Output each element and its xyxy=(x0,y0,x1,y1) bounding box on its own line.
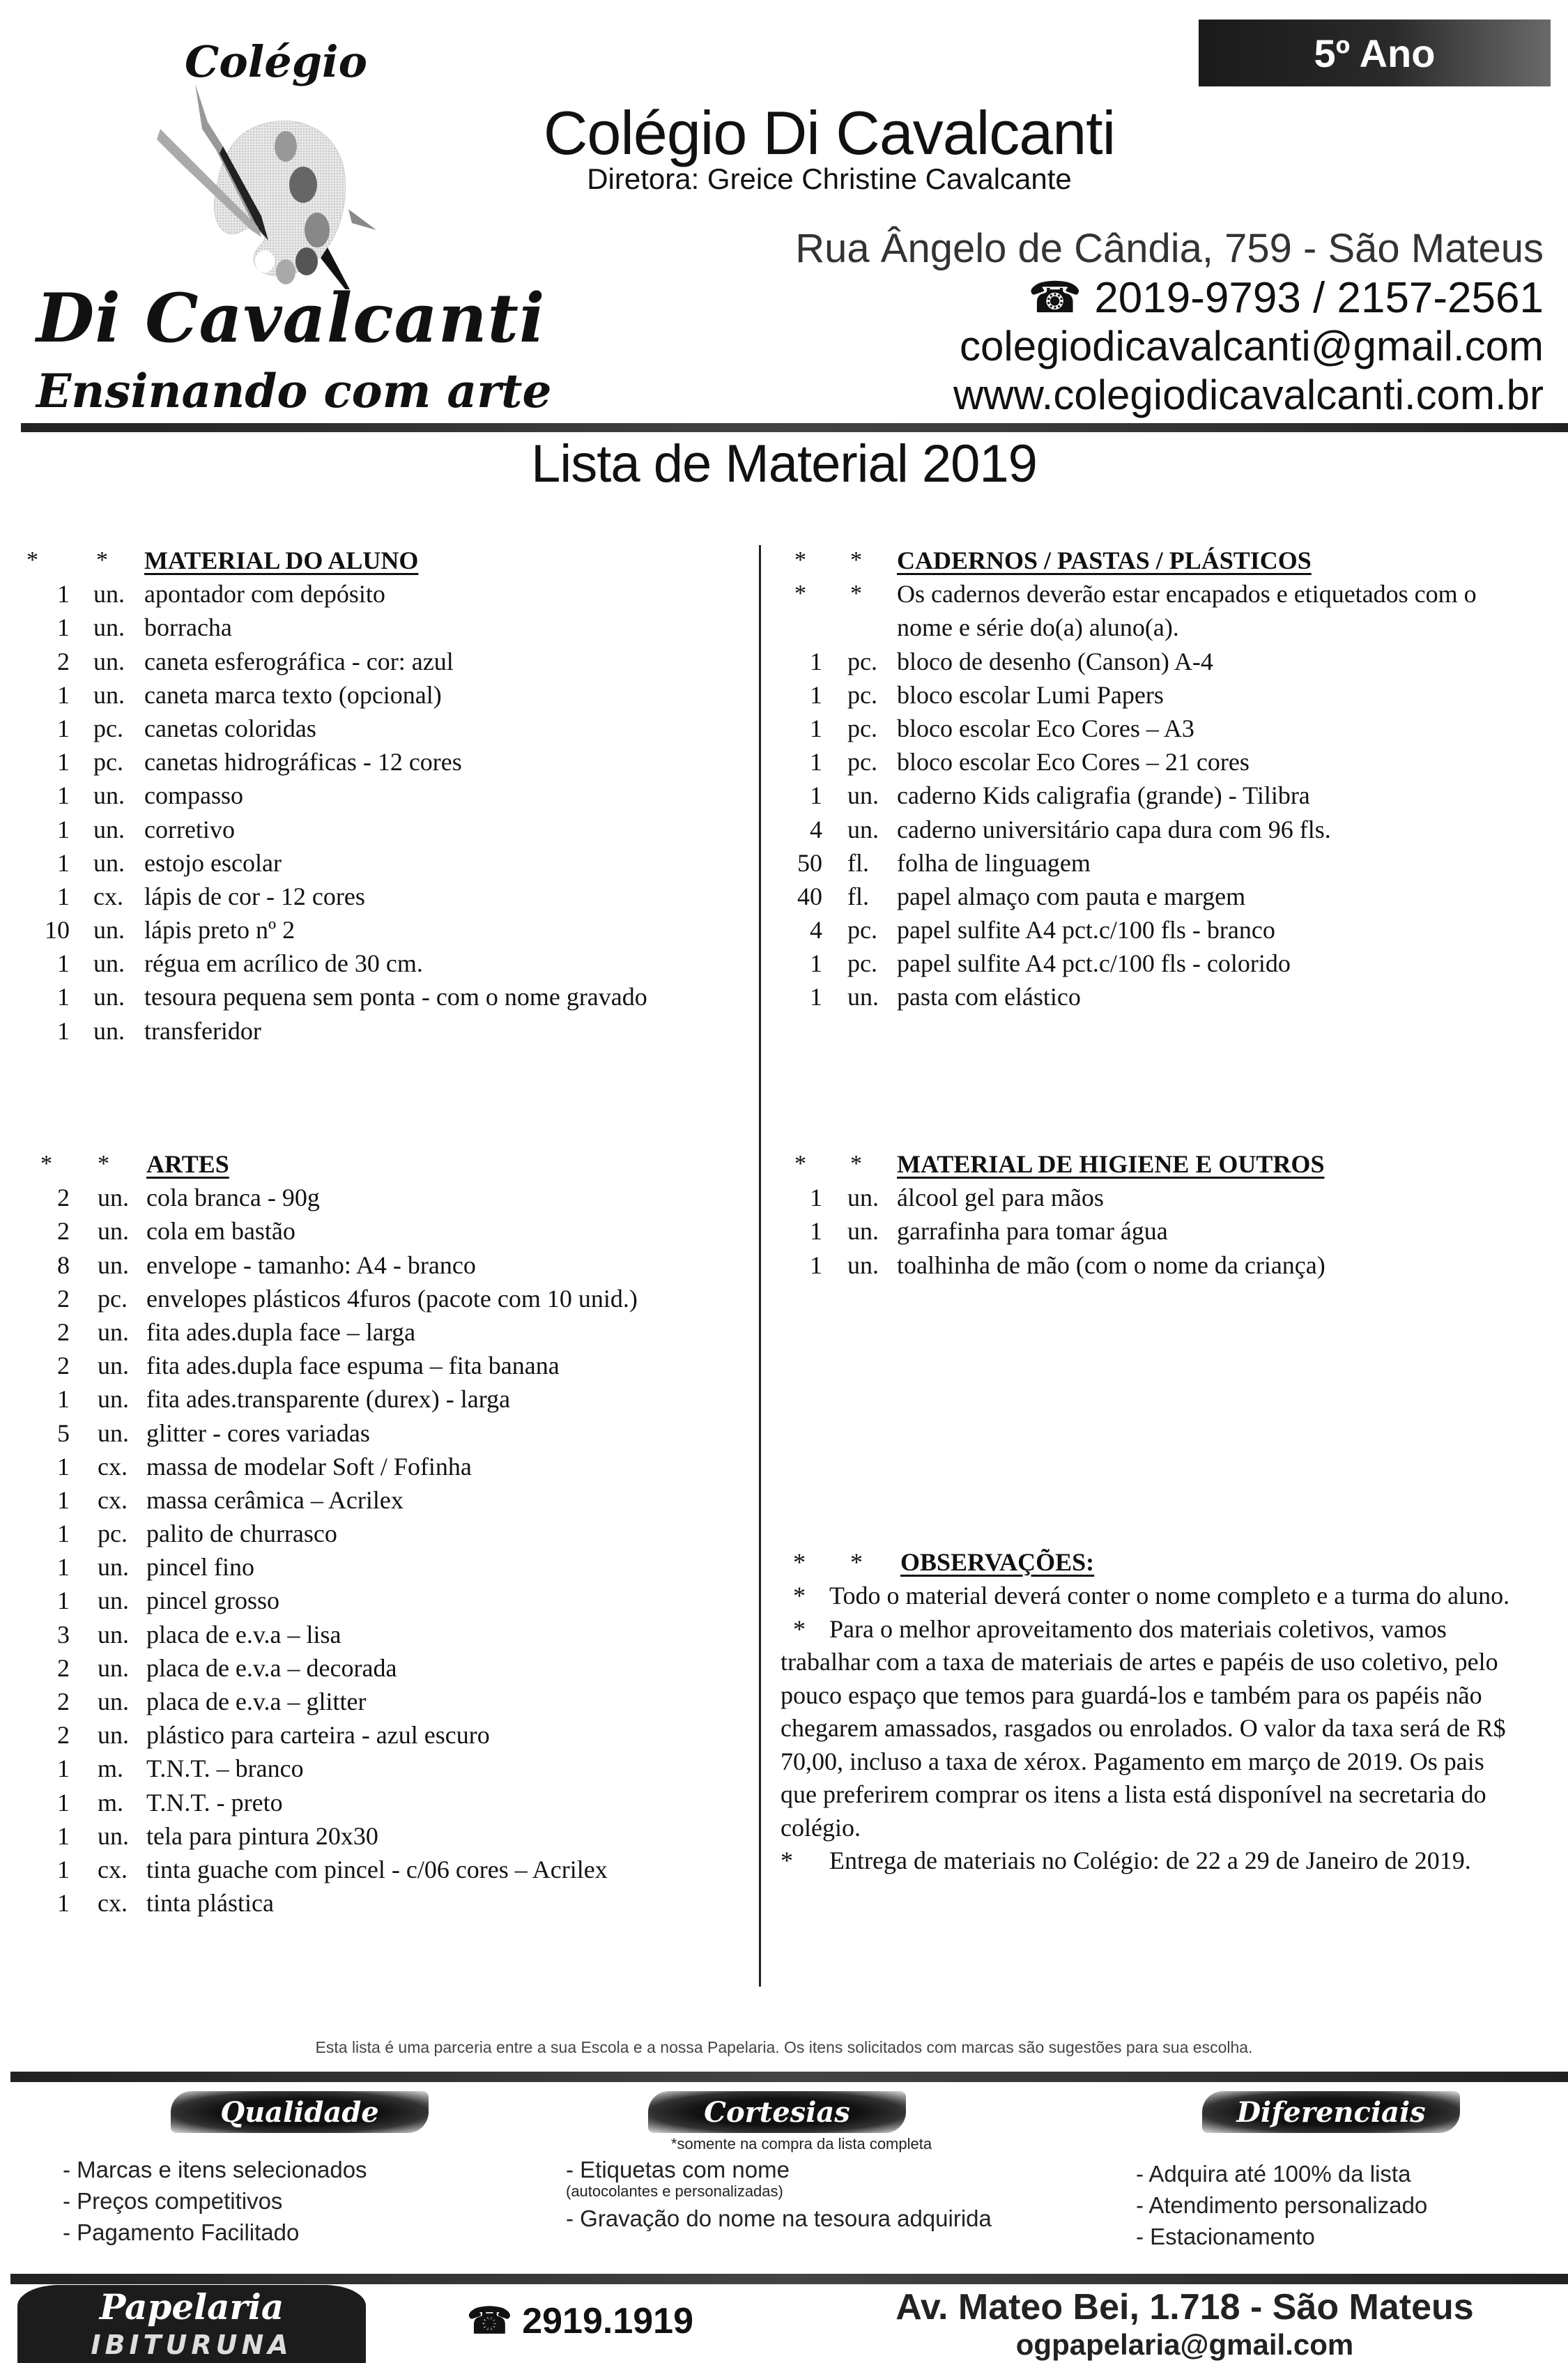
item-description: compasso xyxy=(144,781,243,810)
item-description: T.N.T. – branco xyxy=(146,1754,304,1783)
item-unit: un. xyxy=(847,1217,879,1246)
item-unit: pc. xyxy=(847,949,877,978)
item-description: apontador com depósito xyxy=(144,580,385,609)
list-item xyxy=(0,913,756,947)
section-higiene xyxy=(767,1147,1568,1282)
item-quantity: 1 xyxy=(810,983,822,1011)
list-item xyxy=(0,1685,756,1718)
bullet-star: * xyxy=(850,547,862,573)
item-description: tinta guache com pincel - c/06 cores – Acrilex xyxy=(146,1855,608,1883)
item-description: massa de modelar Soft / Fofinha xyxy=(146,1452,472,1481)
item-unit: un. xyxy=(93,983,125,1011)
item-quantity: 1 xyxy=(810,1217,822,1246)
list-item xyxy=(0,1181,756,1214)
item-description: fita ades.transparente (durex) - larga xyxy=(146,1385,511,1414)
bullet-star: * xyxy=(794,547,806,573)
item-description: cola em bastão xyxy=(146,1217,295,1246)
item-description: tinta plástica xyxy=(146,1889,274,1918)
list-item xyxy=(0,1786,756,1819)
item-quantity: 2 xyxy=(57,1284,70,1313)
item-unit: pc. xyxy=(93,748,123,777)
item-quantity: 1 xyxy=(810,680,822,709)
item-unit: un. xyxy=(98,1251,129,1279)
list-item xyxy=(767,712,1568,745)
section-heading: ARTES xyxy=(146,1150,229,1178)
item-description: papel sulfite A4 pct.c/100 fls - branco xyxy=(897,916,1275,945)
item-quantity: 1 xyxy=(57,949,70,978)
list-item xyxy=(0,678,756,712)
item-description: bloco escolar Lumi Papers xyxy=(897,680,1164,709)
item-description: pasta com elástico xyxy=(897,983,1081,1011)
cortesias-note: *somente na compra da lista completa xyxy=(670,2135,932,2152)
item-quantity: 8 xyxy=(57,1251,70,1279)
item-quantity: 1 xyxy=(57,848,70,877)
list-item xyxy=(0,1752,756,1785)
item-description: folha de linguagem xyxy=(897,848,1091,877)
store-email: ogpapelaria@gmail.com xyxy=(1015,2328,1354,2361)
item-description: fita ades.dupla face – larga xyxy=(146,1317,416,1346)
section-material-aluno xyxy=(0,544,756,1048)
item-description: T.N.T. - preto xyxy=(146,1788,283,1817)
item-unit: un. xyxy=(98,1688,129,1715)
column-divider xyxy=(759,545,761,1987)
list-diferenciais xyxy=(1136,2158,1427,2252)
telephone-icon: ☎ xyxy=(467,2301,523,2341)
item-quantity: 1 xyxy=(57,680,70,709)
badge-qualidade: Qualidade xyxy=(171,2091,429,2133)
item-unit: pc. xyxy=(847,714,877,742)
bullet-star: * xyxy=(794,581,806,607)
list-item xyxy=(0,611,756,644)
list-item xyxy=(0,813,756,846)
list-item xyxy=(0,1315,756,1349)
list-item xyxy=(0,1450,756,1483)
bullet-star: * xyxy=(850,581,862,607)
list-item xyxy=(767,779,1568,812)
bullet-star: * xyxy=(98,1151,109,1177)
item-description: lápis de cor - 12 cores xyxy=(144,882,365,910)
list-item: - Adquira até 100% da lista xyxy=(1136,2161,1411,2187)
item-unit: m. xyxy=(98,1754,124,1783)
item-quantity: 2 xyxy=(57,1217,70,1246)
list-item xyxy=(0,1550,756,1584)
item-description: caneta marca texto (opcional) xyxy=(144,680,442,709)
item-unit: un. xyxy=(98,1821,129,1850)
item-quantity: 1 xyxy=(810,748,822,777)
section-note: Os cadernos deverão estar encapados e etiquetados com o nome e série do(a) aluno(a). xyxy=(897,580,1477,642)
store-phone xyxy=(467,2300,693,2342)
item-description: papel sulfite A4 pct.c/100 fls - colorido xyxy=(897,949,1291,978)
bullet-star: * xyxy=(850,1151,862,1177)
item-description: canetas hidrográficas - 12 cores xyxy=(144,748,462,777)
item-description: papel almaço com pauta e margem xyxy=(897,882,1246,910)
observation-paragraph xyxy=(781,1613,1519,1845)
section-heading: CADERNOS / PASTAS / PLÁSTICOS xyxy=(897,546,1312,574)
item-unit: un. xyxy=(93,1016,125,1045)
list-item xyxy=(767,813,1568,846)
list-item xyxy=(0,1651,756,1685)
item-description: bloco de desenho (Canson) A-4 xyxy=(897,647,1213,675)
header-divider xyxy=(21,423,1568,432)
bullet-star: * xyxy=(26,547,38,573)
item-unit: pc. xyxy=(847,647,877,675)
item-unit: un. xyxy=(98,1418,129,1447)
item-unit: un. xyxy=(847,983,879,1011)
item-description: borracha xyxy=(144,613,232,642)
list-item: - Gravação do nome na tesoura adquirida xyxy=(566,2205,992,2231)
item-quantity: 5 xyxy=(57,1418,70,1447)
item-unit: cx. xyxy=(98,1889,128,1918)
store-phone-number: 2919.1919 xyxy=(522,2301,694,2341)
school-email: colegiodicavalcanti@gmail.com xyxy=(960,323,1544,369)
item-unit: un. xyxy=(847,781,879,810)
store-name: Papelaria xyxy=(99,2286,284,2327)
item-unit: pc. xyxy=(93,714,123,742)
footer-divider xyxy=(10,2072,1568,2082)
list-item xyxy=(767,1181,1568,1214)
item-quantity: 1 xyxy=(57,580,70,609)
item-unit: un. xyxy=(98,1653,129,1682)
palette-logo-icon xyxy=(118,80,411,289)
item-unit: un. xyxy=(98,1620,129,1649)
item-quantity: 1 xyxy=(57,1553,70,1582)
logo-script-name: Di Cavalcanti xyxy=(36,279,546,358)
item-description: glitter - cores variadas xyxy=(146,1418,370,1447)
list-item xyxy=(0,1483,756,1517)
item-description: placa de e.v.a – lisa xyxy=(146,1620,341,1649)
item-quantity: 1 xyxy=(57,983,70,1011)
section-heading-row xyxy=(767,1147,1568,1181)
bullet-star: * xyxy=(96,547,108,573)
item-unit: un. xyxy=(98,1586,129,1615)
section-artes xyxy=(0,1147,756,1920)
bullet-star: * xyxy=(793,1548,806,1576)
list-item-subtext: (autocolantes e personalizadas) xyxy=(566,2182,783,2200)
school-name: Colégio Di Cavalcanti xyxy=(543,98,1116,167)
item-quantity: 10 xyxy=(45,916,70,945)
item-unit: un. xyxy=(98,1385,129,1414)
item-description: caderno Kids caligrafia (grande) - Tilibra xyxy=(897,781,1310,810)
item-unit: un. xyxy=(93,916,125,945)
item-description: envelope - tamanho: A4 - branco xyxy=(146,1251,476,1279)
item-quantity: 4 xyxy=(810,815,822,843)
list-item xyxy=(0,1382,756,1416)
list-item: - Preços competitivos xyxy=(63,2188,283,2214)
list-item xyxy=(767,1248,1568,1282)
item-unit: pc. xyxy=(98,1520,128,1548)
item-quantity: 1 xyxy=(57,781,70,810)
item-description: pincel fino xyxy=(146,1553,254,1582)
list-item xyxy=(767,947,1568,980)
item-quantity: 1 xyxy=(57,1016,70,1045)
item-quantity: 4 xyxy=(810,916,822,945)
item-quantity: 1 xyxy=(810,781,822,810)
observation-text: Todo o material deverá conter o nome completo e a turma do aluno. xyxy=(829,1582,1510,1609)
badge-diferenciais: Diferenciais xyxy=(1202,2091,1460,2133)
item-description: canetas coloridas xyxy=(144,714,316,742)
item-unit: un. xyxy=(93,680,125,709)
list-item xyxy=(0,1282,756,1315)
item-quantity: 2 xyxy=(57,1352,70,1380)
list-item xyxy=(0,947,756,980)
item-unit: pc. xyxy=(847,748,877,777)
item-unit: pc. xyxy=(847,680,877,709)
item-description: bloco escolar Eco Cores – A3 xyxy=(897,714,1194,742)
item-description: caderno universitário capa dura com 96 fls. xyxy=(897,815,1331,843)
item-unit: un. xyxy=(93,613,125,642)
list-item xyxy=(0,1014,756,1048)
item-description: álcool gel para mãos xyxy=(897,1184,1104,1212)
item-unit: un. xyxy=(93,949,125,978)
section-heading-row xyxy=(781,1546,1519,1580)
item-description: fita ades.dupla face espuma – fita banana xyxy=(146,1352,560,1380)
list-item xyxy=(0,1584,756,1617)
item-description: cola branca - 90g xyxy=(146,1184,320,1212)
item-unit: un. xyxy=(98,1352,129,1380)
item-description: estojo escolar xyxy=(144,848,282,877)
badge-cortesias: Cortesias xyxy=(648,2091,906,2133)
bullet-star: * xyxy=(794,1151,806,1177)
list-item xyxy=(767,846,1568,880)
item-quantity: 1 xyxy=(57,613,70,642)
item-quantity: 1 xyxy=(57,1889,70,1918)
item-description: caneta esferográfica - cor: azul xyxy=(144,647,454,675)
list-item: - Marcas e itens selecionados xyxy=(63,2157,367,2182)
school-address: Rua Ângelo de Cândia, 759 - São Mateus xyxy=(795,226,1544,271)
item-quantity: 50 xyxy=(797,848,822,877)
item-quantity: 1 xyxy=(57,1855,70,1883)
item-unit: un. xyxy=(93,848,125,877)
store-logo xyxy=(17,2285,366,2363)
bullet-star: * xyxy=(793,1582,806,1609)
item-quantity: 1 xyxy=(57,1754,70,1783)
item-quantity: 2 xyxy=(57,1184,70,1212)
bullet-star: * xyxy=(850,1548,863,1576)
list-item xyxy=(0,1819,756,1853)
item-unit: fl. xyxy=(847,882,869,910)
list-item: - Estacionamento xyxy=(1136,2224,1315,2249)
item-unit: un. xyxy=(98,1721,129,1750)
item-unit: m. xyxy=(98,1788,124,1817)
list-item: - Etiquetas com nome xyxy=(566,2157,790,2182)
school-website: www.colegiodicavalcanti.com.br xyxy=(953,372,1544,418)
list-item xyxy=(767,645,1568,678)
logo-script-colegio: Colégio xyxy=(185,36,367,87)
item-unit: un. xyxy=(847,1251,879,1279)
item-description: bloco escolar Eco Cores – 21 cores xyxy=(897,748,1250,777)
item-description: massa cerâmica – Acrilex xyxy=(146,1485,403,1514)
item-quantity: 1 xyxy=(57,815,70,843)
item-unit: un. xyxy=(98,1184,129,1212)
item-unit: un. xyxy=(93,580,125,609)
list-item xyxy=(767,745,1568,779)
item-unit: un. xyxy=(847,1184,879,1212)
footer-divider xyxy=(10,2274,1568,2284)
bullet-star: * xyxy=(40,1151,52,1177)
list-item xyxy=(0,1853,756,1886)
section-heading: MATERIAL DE HIGIENE E OUTROS xyxy=(897,1150,1325,1178)
item-unit: cx. xyxy=(98,1452,128,1481)
list-item xyxy=(0,712,756,745)
item-quantity: 1 xyxy=(57,1520,70,1548)
item-description: toalhinha de mão (com o nome da criança) xyxy=(897,1251,1325,1279)
list-item xyxy=(0,1517,756,1550)
item-unit: un. xyxy=(847,815,879,843)
observation-paragraph xyxy=(781,1844,1519,1878)
item-unit: un. xyxy=(93,815,125,843)
section-cadernos xyxy=(767,544,1568,1014)
list-item xyxy=(0,846,756,880)
item-description: pincel grosso xyxy=(146,1586,279,1615)
list-item: - Pagamento Facilitado xyxy=(63,2219,300,2245)
item-description: corretivo xyxy=(144,815,235,843)
item-quantity: 2 xyxy=(57,1317,70,1346)
store-subname: IBITURUNA xyxy=(91,2330,293,2360)
list-qualidade xyxy=(63,2154,367,2248)
item-quantity: 3 xyxy=(57,1620,70,1649)
director-name: Diretora: Greice Christine Cavalcante xyxy=(587,162,1072,195)
item-unit: un. xyxy=(98,1553,129,1582)
list-item xyxy=(767,980,1568,1014)
list-item: - Atendimento personalizado xyxy=(1136,2192,1428,2218)
list-item xyxy=(0,1349,756,1382)
item-quantity: 1 xyxy=(810,714,822,742)
observation-text: Entrega de materiais no Colégio: de 22 a 29 de Janeiro de 2019. xyxy=(829,1846,1471,1874)
item-quantity: 1 xyxy=(57,1788,70,1817)
item-unit: pc. xyxy=(847,916,877,945)
item-unit: cx. xyxy=(93,882,123,910)
item-unit: pc. xyxy=(98,1284,128,1313)
section-heading: MATERIAL DO ALUNO xyxy=(144,546,419,574)
list-item xyxy=(0,1718,756,1752)
item-quantity: 1 xyxy=(810,1184,822,1212)
item-unit: cx. xyxy=(98,1855,128,1883)
grade-badge: 5º Ano xyxy=(1199,20,1551,86)
list-item xyxy=(767,678,1568,712)
item-quantity: 1 xyxy=(810,1251,822,1279)
item-quantity: 1 xyxy=(57,748,70,777)
item-quantity: 1 xyxy=(57,1452,70,1481)
item-quantity: 1 xyxy=(810,949,822,978)
observation-paragraph xyxy=(781,1580,1519,1613)
item-description: garrafinha para tomar água xyxy=(897,1217,1168,1246)
list-item xyxy=(0,779,756,812)
item-unit: cx. xyxy=(98,1485,128,1514)
item-unit: fl. xyxy=(847,848,869,877)
item-description: transferidor xyxy=(144,1016,261,1045)
list-cortesias xyxy=(566,2157,992,2234)
school-phone-numbers: 2019-9793 / 2157-2561 xyxy=(1094,274,1544,322)
list-item xyxy=(0,1248,756,1282)
item-unit: un. xyxy=(98,1317,129,1346)
logo-script-tagline: Ensinando com arte xyxy=(36,364,552,418)
list-item xyxy=(767,1214,1568,1248)
list-item xyxy=(767,880,1568,913)
item-description: plástico para carteira - azul escuro xyxy=(146,1721,490,1750)
section-heading-row xyxy=(0,1147,756,1181)
item-unit: un. xyxy=(93,781,125,810)
section-heading-row xyxy=(0,544,756,577)
item-description: placa de e.v.a – glitter xyxy=(146,1688,367,1715)
partnership-note: Esta lista é uma parceria entre a sua Escola e a nossa Papelaria. Os itens solicitados com marcas são sugestões para sua escolha. xyxy=(315,2038,1253,2056)
item-description: tesoura pequena sem ponta - com o nome gravado xyxy=(144,983,647,1011)
telephone-icon: ☎ xyxy=(1028,274,1082,322)
list-item xyxy=(0,745,756,779)
item-description: palito de churrasco xyxy=(146,1520,337,1548)
item-quantity: 40 xyxy=(797,882,822,910)
item-description: envelopes plásticos 4furos (pacote com 10 unid.) xyxy=(146,1284,638,1313)
school-phones xyxy=(1028,272,1544,323)
observation-text: Para o melhor aproveitamento dos materiais coletivos, vamos trabalhar com a taxa de materiais de artes e papéis de uso coletivo, pelo pouco espaço que temos para guardá-los e também para os papéis não chegarem amassados, rasgados ou enrolados. O valor da taxa será de R$ 70,00, incluso a taxa de xérox. Pagamento em março de 2019. Os pais que preferirem comprar os itens a lista está disponível na secretaria do colégio. xyxy=(781,1614,1506,1842)
list-item xyxy=(0,577,756,611)
bullet-star: * xyxy=(793,1614,806,1643)
list-item xyxy=(0,980,756,1014)
item-quantity: 2 xyxy=(57,647,70,675)
item-description: placa de e.v.a – decorada xyxy=(146,1653,397,1682)
item-quantity: 1 xyxy=(57,882,70,910)
section-note-row xyxy=(767,577,1568,644)
list-item xyxy=(0,1618,756,1651)
item-unit: un. xyxy=(93,647,125,675)
bullet-star: * xyxy=(781,1846,793,1874)
list-item xyxy=(767,913,1568,947)
section-heading-row xyxy=(767,544,1568,577)
list-item xyxy=(0,1416,756,1450)
section-observacoes xyxy=(781,1546,1519,1878)
item-unit: un. xyxy=(98,1217,129,1246)
item-quantity: 1 xyxy=(57,1485,70,1514)
list-item xyxy=(0,645,756,678)
item-description: tela para pintura 20x30 xyxy=(146,1821,378,1850)
item-quantity: 2 xyxy=(57,1688,70,1715)
list-item xyxy=(0,1886,756,1920)
item-quantity: 1 xyxy=(810,647,822,675)
document-title: Lista de Material 2019 xyxy=(531,434,1037,494)
item-quantity: 1 xyxy=(57,1385,70,1414)
item-quantity: 1 xyxy=(57,1821,70,1850)
item-description: régua em acrílico de 30 cm. xyxy=(144,949,423,978)
list-item xyxy=(0,1214,756,1248)
section-heading: OBSERVAÇÕES: xyxy=(900,1548,1095,1576)
item-quantity: 1 xyxy=(57,714,70,742)
item-quantity: 2 xyxy=(57,1721,70,1750)
item-quantity: 1 xyxy=(57,1586,70,1615)
item-description: lápis preto nº 2 xyxy=(144,916,295,945)
item-quantity: 2 xyxy=(57,1653,70,1682)
store-address: Av. Mateo Bei, 1.718 - São Mateus xyxy=(896,2287,1474,2327)
list-item xyxy=(0,880,756,913)
